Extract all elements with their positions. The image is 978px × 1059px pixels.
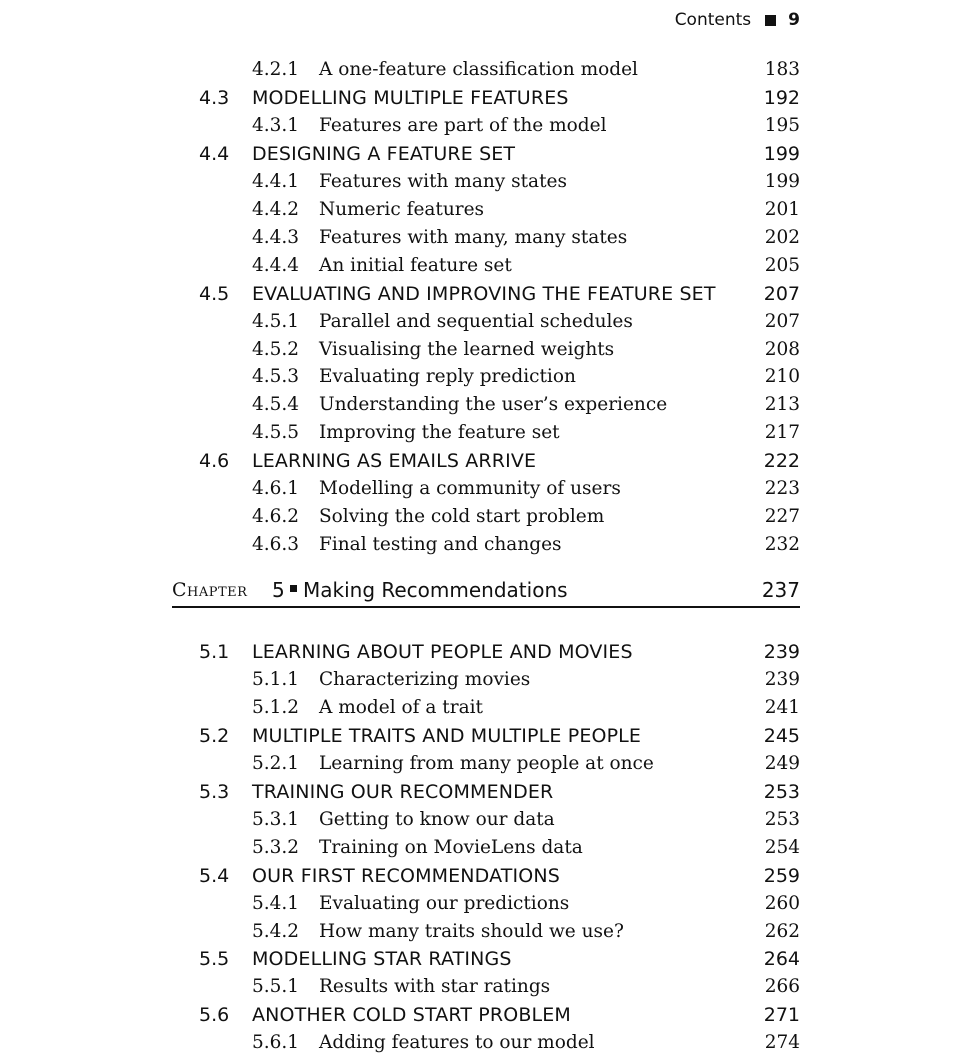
entry-page: 202 — [764, 226, 800, 248]
toc-section-row — [0, 280, 978, 308]
chapter-page: 237 — [761, 578, 800, 602]
entry-number: 4.5.5 — [252, 422, 300, 444]
toc-subsection-row — [0, 890, 978, 918]
entry-page: 254 — [764, 836, 800, 858]
toc-subsection-row — [0, 56, 978, 84]
entry-title: Understanding the user’s experience — [319, 394, 668, 416]
toc-section-row — [0, 722, 978, 750]
toc-subsection-row — [0, 252, 978, 280]
entry-number: 5.4.2 — [252, 920, 300, 942]
entry-number: 5.1 — [199, 641, 230, 663]
header-page-number: 9 — [788, 10, 800, 30]
toc-section-row — [0, 862, 978, 890]
entry-page: 201 — [764, 198, 800, 220]
entry-title: LEARNING ABOUT PEOPLE AND MOVIES — [252, 641, 633, 663]
entry-number: 4.3 — [199, 86, 230, 109]
entry-page: 259 — [763, 864, 800, 887]
entry-title: Final testing and changes — [319, 534, 562, 556]
entry-title: Solving the cold start problem — [319, 506, 605, 528]
entry-number: 5.4 — [199, 864, 230, 887]
entry-title: DESIGNING A FEATURE SET — [252, 142, 516, 165]
entry-title: MODELLING STAR RATINGS — [252, 948, 512, 971]
toc-subsection-row — [0, 531, 978, 559]
entry-title: Features with many, many states — [319, 226, 628, 248]
entry-page: 192 — [763, 86, 800, 109]
toc-section-row — [0, 447, 978, 475]
entry-number: 4.4 — [199, 142, 230, 165]
entry-number: 4.5.2 — [252, 338, 300, 360]
entry-title: LEARNING AS EMAILS ARRIVE — [252, 450, 537, 473]
entry-page: 239 — [763, 641, 800, 663]
entry-title: TRAINING OUR RECOMMENDER — [252, 780, 554, 803]
entry-page: 213 — [764, 394, 800, 416]
entry-title: Improving the feature set — [319, 422, 560, 444]
entry-title: A one-feature classification model — [319, 59, 638, 80]
toc-section-row — [0, 638, 978, 666]
entry-page: 249 — [764, 752, 800, 774]
entry-number: 4.4.4 — [252, 254, 300, 276]
toc-subsection-row — [0, 112, 978, 140]
entry-number: 4.2.1 — [252, 59, 300, 80]
entry-title: Modelling a community of users — [319, 478, 621, 500]
entry-title: Numeric features — [319, 198, 485, 220]
toc-subsection-row — [0, 503, 978, 531]
entry-page: 207 — [763, 282, 800, 305]
chapter-number: 5 — [272, 578, 285, 602]
toc-subsection-row — [0, 973, 978, 1001]
entry-page: 271 — [763, 1004, 800, 1027]
entry-title: A model of a trait — [319, 696, 483, 718]
toc-subsection-row — [0, 666, 978, 694]
entry-number: 4.3.1 — [252, 114, 300, 136]
entry-page: 253 — [763, 780, 800, 803]
entry-number: 5.6 — [199, 1004, 230, 1027]
entry-number: 5.3.1 — [252, 808, 300, 830]
entry-number: 5.1.2 — [252, 696, 300, 718]
entry-title: Characterizing movies — [319, 668, 531, 690]
entry-number: 5.1.1 — [252, 668, 300, 690]
toc-subsection-row — [0, 224, 978, 252]
toc-subsection-row — [0, 834, 978, 862]
entry-title: MODELLING MULTIPLE FEATURES — [252, 86, 569, 109]
entry-page: 199 — [763, 142, 800, 165]
entry-number: 4.5.4 — [252, 394, 300, 416]
entry-page: 262 — [764, 920, 800, 942]
toc-subsection-row — [0, 475, 978, 503]
entry-title: Parallel and sequential schedules — [319, 310, 633, 332]
toc-section-row — [0, 140, 978, 168]
entry-page: 205 — [764, 254, 800, 276]
entry-number: 4.4.1 — [252, 170, 300, 192]
entry-title: Getting to know our data — [319, 808, 555, 830]
entry-page: 253 — [764, 808, 800, 830]
toc-subsection-row — [0, 694, 978, 722]
toc-section-row — [0, 84, 978, 112]
entry-page: 227 — [764, 506, 800, 528]
entry-number: 4.6.3 — [252, 534, 300, 556]
entry-number: 4.4.3 — [252, 226, 300, 248]
chapter-title: Making Recommendations — [303, 578, 568, 602]
entry-page: 245 — [763, 724, 800, 747]
entry-page: 217 — [764, 422, 800, 444]
toc-subsection-row — [0, 196, 978, 224]
toc-subsection-row — [0, 1029, 978, 1057]
toc-subsection-row — [0, 363, 978, 391]
toc-section-row — [0, 778, 978, 806]
toc-subsection-row — [0, 336, 978, 364]
entry-number: 4.5 — [199, 282, 230, 305]
toc-section-row — [0, 1001, 978, 1029]
toc-subsection-row — [0, 168, 978, 196]
toc-subsection-row — [0, 419, 978, 447]
entry-title: EVALUATING AND IMPROVING THE FEATURE SET — [252, 282, 716, 305]
entry-title: Results with star ratings — [319, 976, 551, 998]
entry-page: 195 — [764, 114, 800, 136]
square-bullet-icon — [290, 585, 297, 592]
entry-page: 241 — [764, 696, 800, 718]
entry-number: 4.4.2 — [252, 198, 300, 220]
entry-page: 210 — [764, 366, 800, 388]
toc-subsection-row — [0, 308, 978, 336]
entry-page: 232 — [764, 534, 800, 556]
entry-title: An initial feature set — [319, 254, 512, 276]
entry-number: 4.6 — [199, 450, 230, 473]
entry-number: 5.6.1 — [252, 1032, 300, 1054]
header-label: Contents — [674, 10, 752, 30]
entry-title: ANOTHER COLD START PROBLEM — [252, 1004, 571, 1027]
entry-page: 239 — [764, 668, 800, 690]
toc-subsection-row — [0, 806, 978, 834]
entry-page: 222 — [763, 450, 800, 473]
entry-title: Visualising the learned weights — [319, 338, 615, 360]
entry-title: Evaluating our predictions — [319, 892, 570, 914]
entry-number: 4.6.2 — [252, 506, 300, 528]
entry-title: OUR FIRST RECOMMENDATIONS — [252, 864, 560, 887]
toc-section-row — [0, 945, 978, 973]
entry-page: 264 — [763, 948, 800, 971]
entry-number: 4.5.3 — [252, 366, 300, 388]
chapter-heading — [172, 574, 800, 608]
entry-number: 5.5 — [199, 948, 230, 971]
entry-number: 5.5.1 — [252, 976, 300, 998]
entry-title: Learning from many people at once — [319, 752, 654, 774]
entry-title: Features with many states — [319, 170, 567, 192]
entry-number: 4.6.1 — [252, 478, 300, 500]
toc-subsection-row — [0, 918, 978, 946]
entry-title: How many traits should we use? — [319, 920, 624, 942]
entry-number: 5.3.2 — [252, 836, 300, 858]
entry-page: 223 — [764, 478, 800, 500]
entry-page: 199 — [764, 170, 800, 192]
entry-page: 260 — [764, 892, 800, 914]
entry-page: 274 — [764, 1032, 800, 1054]
entry-title: Training on MovieLens data — [319, 836, 583, 858]
entry-page: 183 — [764, 59, 800, 80]
entry-page: 208 — [764, 338, 800, 360]
chapter-word: Chapter — [172, 579, 248, 601]
entry-page: 207 — [764, 310, 800, 332]
entry-number: 5.2 — [199, 724, 230, 747]
toc-subsection-row — [0, 391, 978, 419]
entry-number: 4.5.1 — [252, 310, 300, 332]
entry-number: 5.2.1 — [252, 752, 300, 774]
entry-title: Features are part of the model — [319, 114, 607, 136]
entry-title: Evaluating reply prediction — [319, 366, 576, 388]
entry-number: 5.4.1 — [252, 892, 300, 914]
entry-title: Adding features to our model — [319, 1032, 595, 1054]
entry-title: MULTIPLE TRAITS AND MULTIPLE PEOPLE — [252, 724, 642, 747]
entry-number: 5.3 — [199, 780, 230, 803]
entry-page: 266 — [764, 976, 800, 998]
toc-subsection-row — [0, 750, 978, 778]
